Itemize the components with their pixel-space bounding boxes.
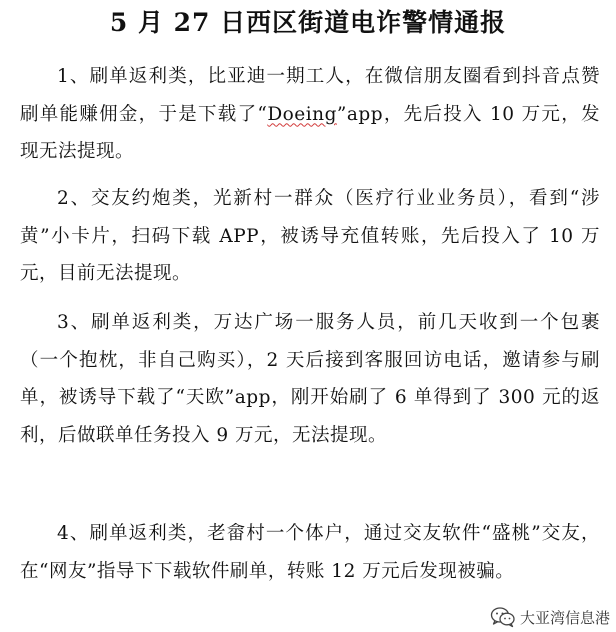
wechat-icon: [490, 606, 516, 628]
paragraph-1-after: ”app，先后投入 10 万元，发现无法提现。: [20, 103, 600, 162]
paragraph-2: 2、交友约炮类，光新村一群众（医疗行业业务员），看到“涉黄”小卡片，扫码下载 APP，被诱导充值转账，先后投入了 10 万元，目前无法提现。: [20, 188, 600, 284]
app-name-doeing: Doeing: [267, 103, 337, 125]
watermark: [490, 606, 610, 628]
paragraph-1: [20, 58, 600, 171]
paragraph-4: 4、刷单返利类，老畲村一个体户，通过交友软件“盛桃”交友，在“网友”指导下下载软件刷单，转账 12 万元后发现被骗。: [20, 523, 600, 582]
document-title: 5 月 27 日西区街道电诈警情通报: [109, 8, 507, 37]
paragraph-1-before: 1、刷单返利类，比亚迪一期工人，在微信朋友圈看到抖音点赞刷单能赚佣金，于是下载了“: [20, 66, 600, 125]
paragraph-3: 3、刷单返利类，万达广场一服务人员，前几天收到一个包裹（一个抱枕，非自己购买），2 天后接到客服回访电话，邀请参与刷单，被诱导下载了“天欧”app，刚开始刷了 6 单得到了 300 元的返利，后做联单任务投入 9 万元，无法提现。: [20, 312, 600, 446]
watermark-text: 大亚湾信息港: [519, 608, 610, 627]
